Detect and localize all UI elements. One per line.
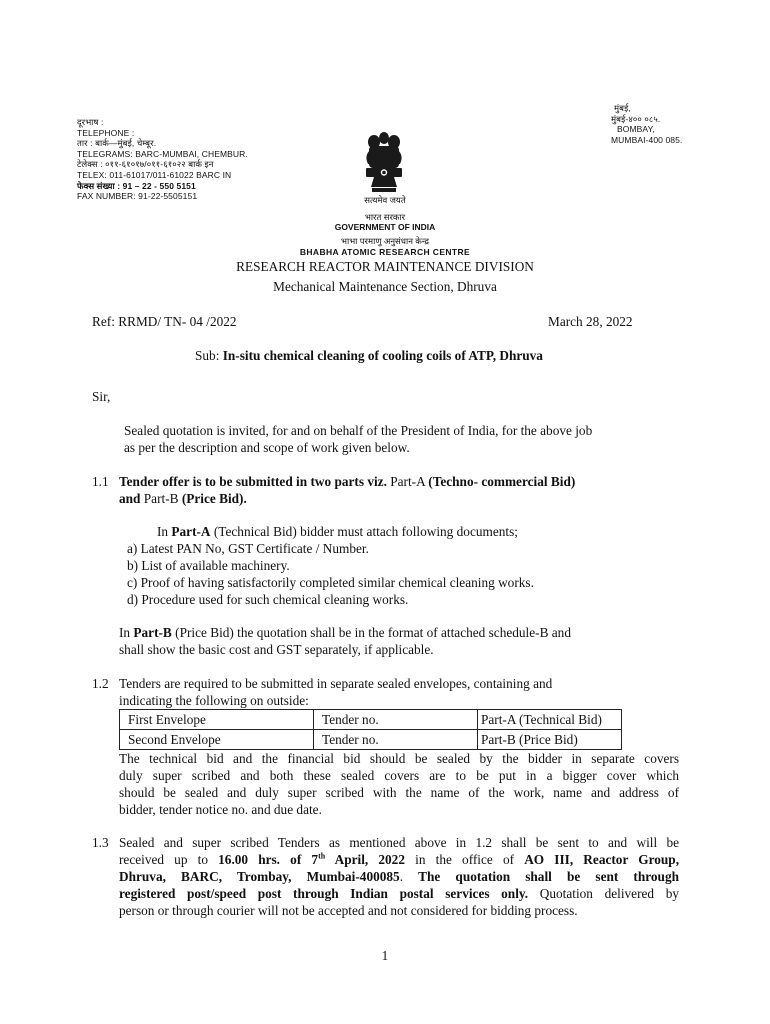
intro-line: Sealed quotation is invited, for and on behalf of the President of India, for the above job: [124, 423, 593, 438]
letter-date: March 28, 2022: [548, 314, 633, 329]
paragraph-line: Sealed and super scribed Tenders as mentioned above in 1.2 shall be sent to and will be: [119, 835, 679, 850]
part-a-intro: [157, 523, 518, 540]
section-1-2-line: Tenders are required to be submitted in separate sealed envelopes, containing and: [119, 676, 553, 691]
paragraph-line: [119, 851, 679, 868]
plain-text: Part-A: [386, 474, 429, 489]
govt-english: GOVERNMENT OF INDIA: [334, 222, 436, 232]
header-line: फेक्स संख्या : 91 – 22 - 550 5151: [77, 180, 196, 191]
section-1-3-paragraph: [119, 834, 679, 919]
section-title: Mechanical Maintenance Section, Dhruva: [273, 279, 497, 294]
plain-text: (Price Bid) the quotation shall be in the format of attached schedule-B and: [171, 625, 571, 640]
header-line: दूरभाष :: [77, 117, 104, 127]
header-line: मुंबई,: [614, 103, 631, 113]
plain-text: Quotation delivered by: [528, 886, 680, 901]
list-item: c) Proof of having satisfactorily completed similar chemical cleaning works.: [127, 575, 534, 590]
bold-text: Part-B: [133, 625, 172, 640]
paragraph-line: [119, 868, 679, 885]
header-line: TELEPHONE :: [77, 127, 135, 138]
bold-text: and: [119, 491, 141, 506]
section-1-2-paragraph: [119, 750, 679, 818]
bold-text: Part-A: [171, 524, 211, 539]
table-row: [120, 710, 622, 730]
superscript: th: [318, 851, 326, 861]
plain-text: Part-B: [140, 491, 182, 506]
paragraph-line: The technical bid and the financial bid should be sealed by the bidder in separate covers: [119, 751, 679, 766]
header-line: तार : बार्क—मुंबई, चेम्बूर.: [77, 138, 157, 149]
header-line: मुंबई-४०० ०८५.: [611, 113, 661, 124]
list-item: d) Procedure used for such chemical cleaning works.: [127, 592, 409, 607]
part-b-line: shall show the basic cost and GST separately, if applicable.: [119, 642, 434, 657]
page-number: 1: [381, 948, 389, 963]
bold-text: Tender offer is to be submitted in two parts viz.: [119, 474, 387, 489]
section-1-2-line: indicating the following on outside:: [119, 693, 309, 708]
govt-hindi: भारत सरकार: [364, 212, 406, 222]
reference-number: Ref: RRMD/ TN- 04 /2022: [92, 314, 237, 329]
header-contact-block: [77, 117, 307, 202]
paragraph-line: should be sealed and duly super scribed with the name of the work, name and address of: [119, 785, 679, 800]
section-1-1-line: [119, 490, 247, 507]
bold-text: (Price Bid).: [181, 491, 247, 506]
list-item: a) Latest PAN No, GST Certificate / Number.: [127, 541, 369, 556]
table-row: [120, 730, 622, 750]
plain-text: (Technical Bid) bidder must attach following documents;: [210, 524, 518, 539]
header-line: TELEGRAMS: BARC-MUMBAI, CHEMBUR.: [77, 148, 248, 159]
bold-text: 16.00 hrs. of 7: [218, 852, 319, 867]
table-cell: Tender no.: [314, 710, 478, 730]
header-line: FAX NUMBER: 91-22-5505151: [77, 191, 198, 202]
subject-text: In-situ chemical cleaning of cooling coils of ATP, Dhruva: [222, 348, 543, 363]
bold-text: registered post/speed post through Indian postal services only.: [119, 886, 529, 901]
barc-hindi: भाभा परमाणु अनुसंधान केन्द्र: [341, 236, 429, 246]
bold-text: Dhruva, BARC, Trombay, Mumbai-400085: [119, 869, 400, 884]
bold-text: April, 2022: [325, 852, 405, 867]
plain-text: In: [119, 625, 134, 640]
paragraph-line: person or through courier will not be accepted and not considered for bidding process.: [119, 903, 578, 918]
paragraph-line: bidder, tender notice no. and due date.: [119, 802, 322, 817]
documents-list: [127, 540, 534, 608]
paragraph-line: [119, 885, 679, 902]
table-cell: Tender no.: [314, 730, 478, 750]
section-1-1-line: [119, 473, 575, 490]
section-number: 1.1: [92, 474, 109, 489]
barc-english: BHABHA ATOMIC RESEARCH CENTRE: [299, 247, 471, 257]
bold-text: The quotation shall be sent through: [418, 869, 679, 884]
plain-text: in the office of: [404, 852, 525, 867]
table-cell: Part-B (Price Bid): [478, 730, 622, 750]
header-line: टेलेक्स : ०११-६१०१७/०११-६१०२२ बार्क इन: [77, 159, 214, 170]
table-cell: Second Envelope: [120, 730, 314, 750]
header-line: MUMBAI-400 085.: [611, 134, 683, 145]
plain-text: received up to: [119, 852, 219, 867]
national-emblem-icon: [358, 130, 410, 204]
header-address-block: [611, 103, 761, 145]
section-number: 1.3: [92, 835, 109, 850]
section-number: 1.2: [92, 676, 109, 691]
table-cell: Part-A (Technical Bid): [478, 710, 622, 730]
plain-text: .: [399, 869, 419, 884]
division-title: RESEARCH REACTOR MAINTENANCE DIVISION: [236, 259, 534, 274]
subject-line: [195, 347, 543, 364]
salutation: Sir,: [92, 389, 111, 404]
intro-line: as per the description and scope of work given below.: [124, 440, 410, 455]
bold-text: AO III, Reactor Group,: [524, 852, 680, 867]
part-b-line: [119, 624, 571, 641]
plain-text: In: [157, 524, 172, 539]
header-line: BOMBAY,: [617, 124, 655, 135]
header-line: TELEX: 011-61017/011-61022 BARC IN: [77, 169, 232, 180]
emblem-motto: सत्यमेव जयते: [364, 195, 406, 205]
envelope-table: [119, 709, 622, 750]
table-cell: First Envelope: [120, 710, 314, 730]
paragraph-line: duly super scribed and both these sealed covers are to be put in a bigger cover which: [119, 768, 679, 783]
list-item: b) List of available machinery.: [127, 558, 290, 573]
subject-prefix: Sub:: [195, 348, 223, 363]
bold-text: (Techno- commercial Bid): [428, 474, 576, 489]
